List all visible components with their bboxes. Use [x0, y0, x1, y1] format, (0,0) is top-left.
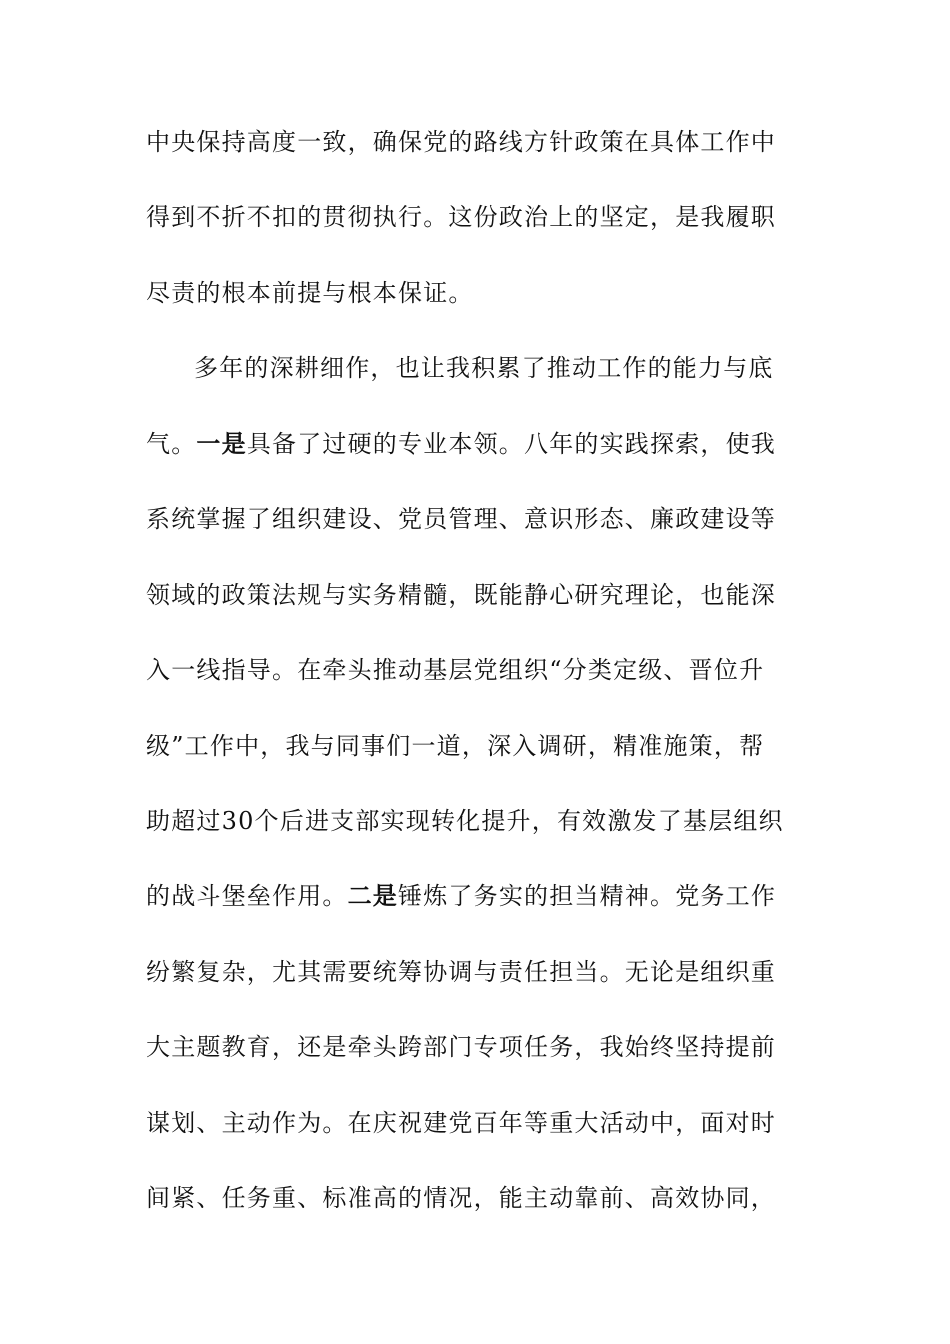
text-line: 谋划、主动作为。在庆祝建党百年等重大活动中，面对时: [146, 1109, 776, 1137]
text-line: 得到不折不扣的贯彻执行。这份政治上的坚定，是我履职: [146, 203, 776, 231]
bold-marker-second: 二是: [347, 881, 399, 910]
text-line: 级”工作中，我与同事们一道，深入调研，精准施策，帮: [146, 732, 765, 760]
text-line: [146, 428, 776, 460]
text-run: 的战斗堡垒作用。: [146, 882, 348, 910]
text-line: 系统掌握了组织建设、党员管理、意识形态、廉政建设等: [146, 505, 776, 533]
text-run: 气。: [146, 430, 197, 458]
text-line: 中央保持高度一致，确保党的路线方针政策在具体工作中: [146, 128, 776, 156]
text-line: 入一线指导。在牵头推动基层党组织“分类定级、晋位升: [146, 656, 765, 684]
text-line: 纷繁复杂，尤其需要统筹协调与责任担当。无论是组织重: [146, 958, 776, 986]
paragraph-first-line: 多年的深耕细作，也让我积累了推动工作的能力与底: [194, 354, 774, 382]
text-line: 间紧、任务重、标准高的情况，能主动靠前、高效协同，: [146, 1184, 776, 1212]
text-line: 助超过30个后进支部实现转化提升，有效激发了基层组织: [146, 807, 784, 835]
text-line: 尽责的根本前提与根本保证。: [146, 279, 474, 307]
text-line: 大主题教育，还是牵头跨部门专项任务，我始终坚持提前: [146, 1033, 776, 1061]
text-run: 锤炼了务实的担当精神。党务工作: [398, 882, 777, 910]
text-line: 领域的政策法规与实务精髓，既能静心研究理论，也能深: [146, 581, 776, 609]
text-line: [146, 880, 776, 912]
bold-marker-first: 一是: [196, 429, 247, 458]
text-run: 具备了过硬的专业本领。八年的实践探索，使我: [246, 430, 777, 458]
